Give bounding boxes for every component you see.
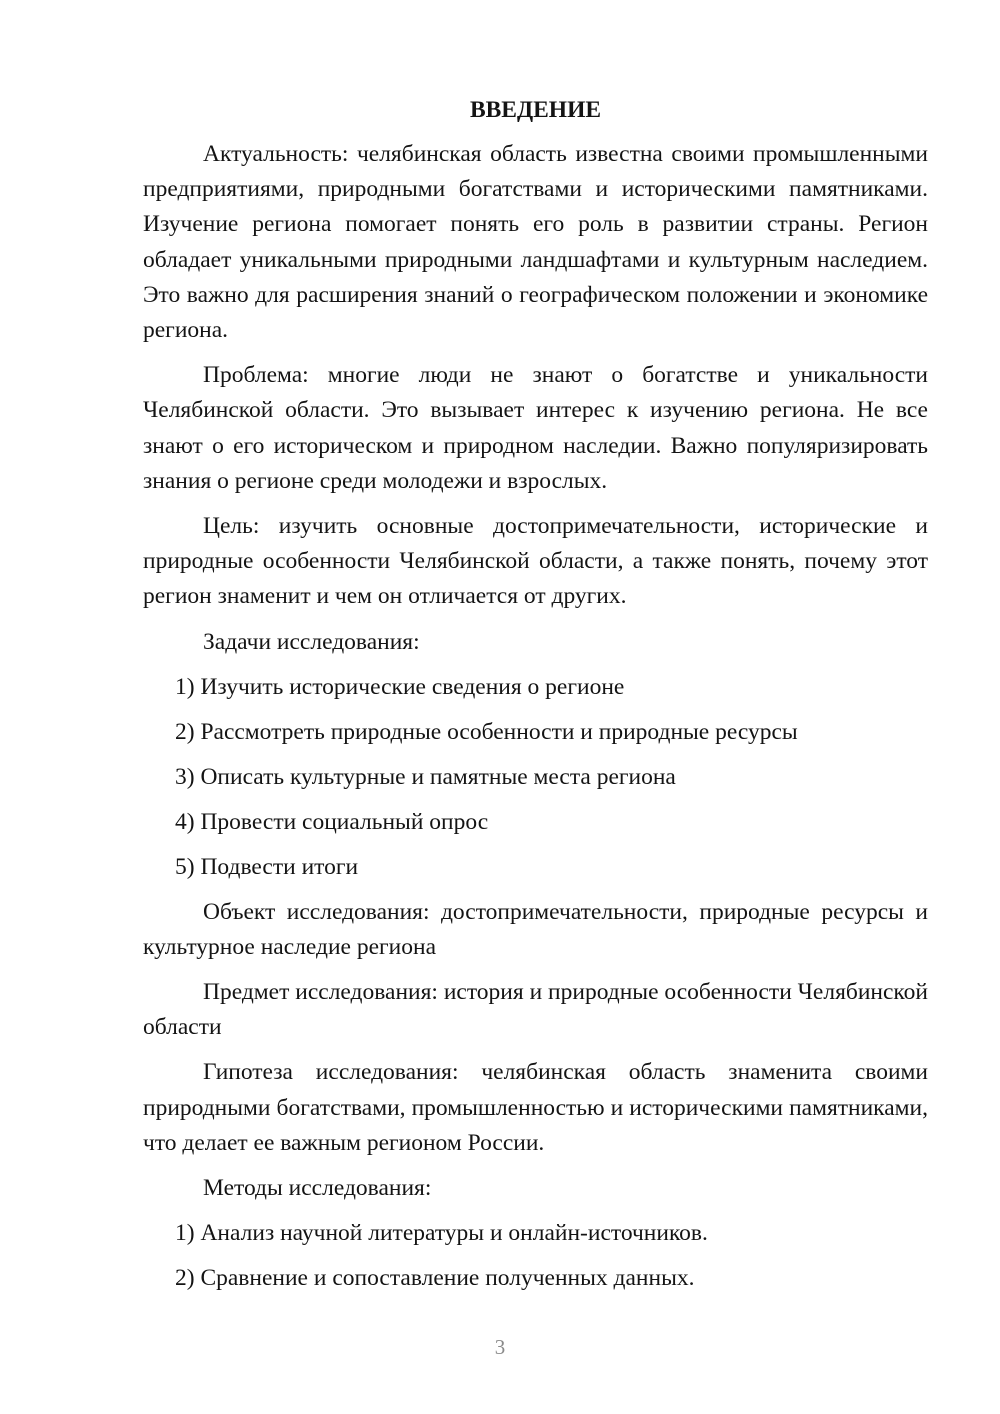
problem-paragraph: Проблема: многие люди не знают о богатстве и уникальности Челябинской области. Это вызывает интерес к изучению региона. Не все знают о его историческом и природном наследии. Важно популяризировать знания о регионе среди молодежи и взрослых. bbox=[143, 362, 928, 494]
methods-list bbox=[143, 1216, 928, 1296]
subject-paragraph: Предмет исследования: история и природные особенности Челябинской области bbox=[143, 979, 928, 1041]
list-item: 4) Провести социальный опрос bbox=[175, 808, 489, 835]
list-item: 2) Сравнение и сопоставление полученных данных. bbox=[175, 1265, 695, 1292]
list-item: 3) Описать культурные и памятные места региона bbox=[175, 763, 676, 790]
methods-heading: Методы исследования: bbox=[203, 1175, 432, 1202]
hypothesis-paragraph: Гипотеза исследования: челябинская область знаменита своими природными богатствами, промышленностью и историческими памятниками, что делает ее важным регионом России. bbox=[143, 1059, 928, 1156]
object-paragraph: Объект исследования: достопримечательности, природные ресурсы и культурное наследие региона bbox=[143, 898, 928, 960]
relevance-paragraph: Актуальность: челябинская область известна своими промышленными предприятиями, природными богатствами и историческими памятниками. Изучение региона помогает понять его роль в развитии страны. Регион обладает уникальными природными ландшафтами и культурным наследием. Это важно для расширения знаний о географическом положении и экономике региона. bbox=[143, 141, 928, 344]
goal-paragraph: Цель: изучить основные достопримечательности, исторические и природные особенности Челябинской области, а также понять, почему этот регион знаменит и чем он отличается от других. bbox=[143, 513, 928, 610]
tasks-heading: Задачи исследования: bbox=[203, 628, 420, 655]
section-title: ВВЕДЕНИЕ bbox=[469, 97, 602, 123]
list-item: 1) Анализ научной литературы и онлайн-источников. bbox=[175, 1220, 708, 1247]
page-content bbox=[143, 95, 928, 1296]
list-item: 1) Изучить исторические сведения о регионе bbox=[175, 673, 625, 700]
list-item: 2) Рассмотреть природные особенности и природные ресурсы bbox=[175, 718, 798, 745]
page-number: 3 bbox=[494, 1335, 506, 1359]
list-item: 5) Подвести итоги bbox=[175, 853, 359, 880]
tasks-list bbox=[143, 670, 928, 885]
